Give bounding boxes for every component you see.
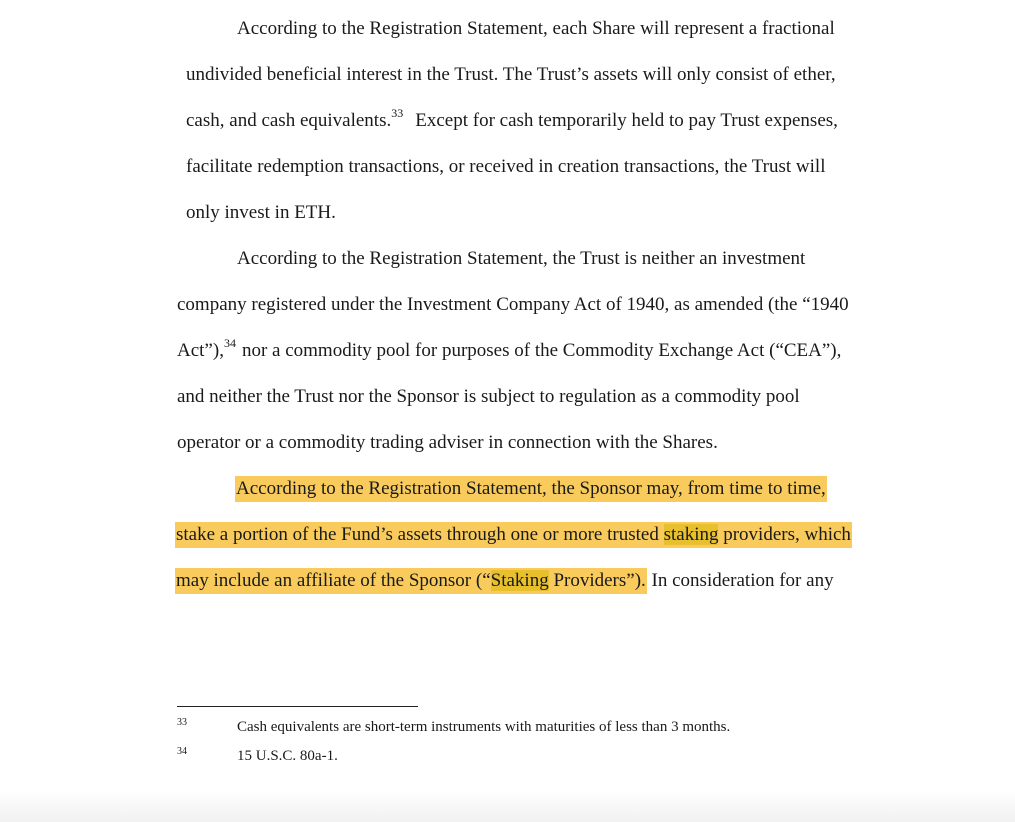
footnote-number-33: 33 <box>177 717 187 728</box>
footnote-separator <box>177 706 418 707</box>
para2-line2: company registered under the Investment Company Act of 1940, as amended (the “1940 <box>177 294 849 315</box>
para3-line3 <box>175 568 834 594</box>
para3-line2c: providers, which <box>718 524 851 545</box>
para2-line1: According to the Registration Statement, the Trust is neither an investment <box>237 248 806 269</box>
para3-line2a: stake a portion of the Fund’s assets through one or more trusted <box>176 524 664 545</box>
footnote-number-34: 34 <box>177 746 187 757</box>
highlight-para3-line3[interactable] <box>175 568 647 594</box>
highlight-staking-word[interactable]: staking <box>663 524 719 545</box>
footnote-ref-34[interactable]: 34 <box>223 336 236 350</box>
para1-line3-text: cash, and cash equivalents. <box>186 110 392 131</box>
para2-line3 <box>177 338 841 364</box>
page-bottom-shadow <box>0 790 1015 822</box>
para1-line2: undivided beneficial interest in the Trust. The Trust’s assets will only consist of ether, <box>186 64 836 85</box>
footnote-ref-33[interactable]: 33 <box>391 106 404 120</box>
para1-line5: only invest in ETH. <box>186 202 336 223</box>
para3-line3a: may include an affiliate of the Sponsor (“ <box>176 570 491 591</box>
footnote-text-33: Cash equivalents are short-term instruments with maturities of less than 3 months. <box>237 719 731 735</box>
para3-line1 <box>235 476 827 502</box>
para3-line3c: Providers”). <box>548 570 646 591</box>
para1-line4: facilitate redemption transactions, or received in creation transactions, the Trust will <box>186 156 826 177</box>
highlight-staking-word-2[interactable]: Staking <box>490 570 549 591</box>
footnote-text-34: 15 U.S.C. 80a-1. <box>237 748 338 764</box>
para3-line3d: In consideration for any <box>646 570 834 591</box>
para3-line2 <box>175 522 852 548</box>
para2-line4: and neither the Trust nor the Sponsor is subject to regulation as a commodity pool <box>177 386 800 407</box>
para2-line3a: Act”), <box>177 340 224 361</box>
para2-line3b: nor a commodity pool for purposes of the Commodity Exchange Act (“CEA”), <box>241 340 842 361</box>
para1-line1: According to the Registration Statement, each Share will represent a fractional <box>237 18 835 39</box>
highlight-para3-line2[interactable] <box>175 522 852 548</box>
para1-line3 <box>186 108 838 134</box>
highlight-para3-line1[interactable]: According to the Registration Statement, the Sponsor may, from time to time, <box>235 476 827 502</box>
para1-line3-rest: Except for cash temporarily held to pay Trust expenses, <box>415 110 838 131</box>
para2-line5: operator or a commodity trading adviser in connection with the Shares. <box>177 432 718 453</box>
